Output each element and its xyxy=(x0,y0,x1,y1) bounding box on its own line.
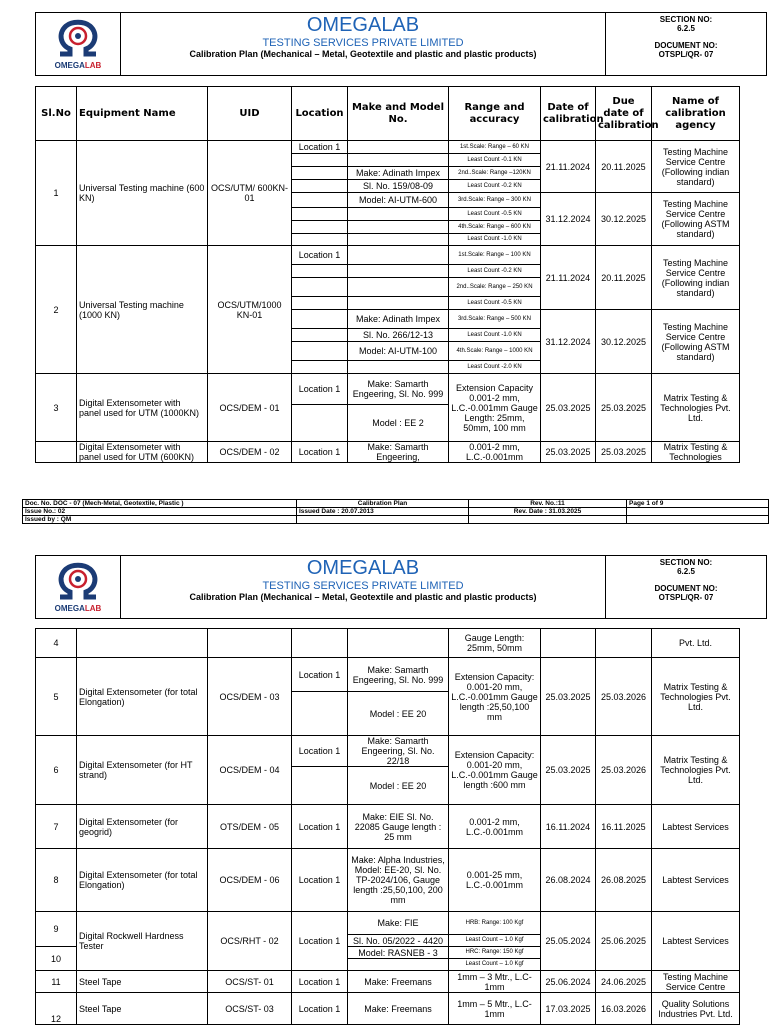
date-cell: 17.03.2025 xyxy=(541,993,596,1025)
range-cell: Least Count -0.5 KN xyxy=(449,297,541,310)
company-logo xyxy=(36,13,121,75)
equipment-cell: Universal Testing machine (600 KN) xyxy=(77,141,208,246)
location-cell: Location 1 xyxy=(292,246,348,265)
omega-logo-icon xyxy=(52,561,104,603)
uid-cell: OCS/ST- 01 xyxy=(208,971,292,993)
due-cell: 25.03.2026 xyxy=(596,658,652,736)
company-name: OMEGALAB xyxy=(306,14,420,36)
make-cell: Model : EE 20 xyxy=(348,692,449,736)
make-cell: Make: Samarth Engeering, Sl. No. 999 xyxy=(348,374,449,405)
range-cell: Least Count – 1.0 Kgf xyxy=(449,935,541,947)
document-header xyxy=(35,555,767,619)
table-row xyxy=(36,658,740,692)
equipment-cell: Digital Extensometer with panel used for UTM (1000KN) xyxy=(77,374,208,442)
document-ref-block xyxy=(606,556,766,618)
logo-wordmark: OMEGALAB xyxy=(54,61,102,70)
table-row xyxy=(36,141,740,154)
equipment-cell: Steel Tape xyxy=(77,971,208,993)
make-cell: Model : EE 20 xyxy=(348,767,449,805)
uid-cell: OCS/RHT - 02 xyxy=(208,912,292,971)
uid-cell: OTS/DEM - 05 xyxy=(208,805,292,849)
footer-plan: Calibration Plan xyxy=(297,500,469,508)
location-cell: Location 1 xyxy=(292,971,348,993)
header-row xyxy=(36,87,740,141)
range-cell: Least Count -0.1 KN xyxy=(449,154,541,167)
range-cell: Least Count -1.0 KN xyxy=(449,234,541,246)
footer-doc-no: Doc. No. DOC - 07 (Mech-Metal, Geotextile, Plastic ) xyxy=(23,500,297,508)
sl-cell: 4 xyxy=(36,629,77,658)
date-cell: 25.06.2024 xyxy=(541,971,596,993)
make-cell: Sl. No. 159/08-09 xyxy=(348,180,449,193)
equipment-cell: Digital Extensometer (for geogrid) xyxy=(77,805,208,849)
agency-cell: Testing Machine Service Centre (Following indian standard) xyxy=(652,246,740,310)
col-equipment: Equipment Name xyxy=(77,87,208,141)
company-name: OMEGALAB xyxy=(306,557,420,579)
make-cell: Sl. No. 266/12-13 xyxy=(348,329,449,342)
footer-issued-date: Issued Date : 20.07.2013 xyxy=(297,508,469,516)
make-cell: Make: Freemans xyxy=(348,971,449,993)
agency-cell: Matrix Testing & Technologies Pvt. Ltd. xyxy=(652,658,740,736)
sl-cell: 10 xyxy=(36,947,77,971)
sl-cell: 7 xyxy=(36,805,77,849)
range-cell: Least Count -0.5 KN xyxy=(449,208,541,221)
equipment-cell: Universal Testing machine (1000 KN) xyxy=(77,246,208,374)
range-cell: 0.001-25 mm, L.C.-0.001mm xyxy=(449,849,541,912)
document-value: OTSPL/QR- 07 xyxy=(658,50,714,59)
location-cell: Location 1 xyxy=(292,658,348,692)
range-cell: 3rd.Scale: Range – 300 KN xyxy=(449,193,541,208)
due-cell: 16.11.2025 xyxy=(596,805,652,849)
make-cell: Make: Freemans xyxy=(348,993,449,1025)
equipment-cell: Digital Rockwell Hardness Tester xyxy=(77,912,208,971)
date-cell: 21.11.2024 xyxy=(541,246,596,310)
make-cell: Model: AI-UTM-100 xyxy=(348,342,449,361)
footer-rev-no: Rev. No.:11 xyxy=(469,500,627,508)
sl-cell: 3 xyxy=(36,374,77,442)
plan-title: Calibration Plan (Mechanical – Metal, Geotextile and plastic and plastic products) xyxy=(189,592,537,602)
agency-cell: Labtest Services xyxy=(652,805,740,849)
agency-cell: Testing Machine Service Centre (Following indian standard) xyxy=(652,141,740,193)
make-cell: Sl. No. 05/2022 - 4420 xyxy=(348,935,449,947)
due-cell: 16.03.2026 xyxy=(596,993,652,1025)
uid-cell: OCS/DEM - 02 xyxy=(208,442,292,463)
calibration-table-page-2 xyxy=(35,628,740,1025)
range-cell: 3rd.Scale: Range – 500 KN xyxy=(449,310,541,329)
range-cell: 0.001-2 mm, L.C.-0.001mm xyxy=(449,805,541,849)
footer-issue-no: Issue No.: 02 xyxy=(23,508,297,516)
uid-cell: OCS/DEM - 04 xyxy=(208,736,292,805)
table-row xyxy=(36,993,740,1025)
range-cell: Gauge Length: 25mm, 50mm xyxy=(449,629,541,658)
make-cell: Make: FIE xyxy=(348,912,449,935)
sl-cell: 5 xyxy=(36,658,77,736)
range-cell: 4th.Scale: Range – 600 KN xyxy=(449,221,541,234)
col-make-model: Make and Model No. xyxy=(348,87,449,141)
date-cell: 16.11.2024 xyxy=(541,805,596,849)
make-cell: Make: Adinath Impex xyxy=(348,167,449,180)
agency-cell: Testing Machine Service Centre (Following ASTM standard) xyxy=(652,193,740,246)
logo-wordmark: OMEGALAB xyxy=(54,604,102,613)
range-cell: 1mm – 5 Mtr., L.C-1mm xyxy=(449,993,541,1025)
uid-cell: OCS/UTM/1000 KN-01 xyxy=(208,246,292,374)
due-cell: 20.11.2025 xyxy=(596,141,652,193)
equipment-cell: Digital Extensometer with panel used for UTM (600KN) xyxy=(77,442,208,463)
due-cell: 24.06.2025 xyxy=(596,971,652,993)
header-title-block xyxy=(121,13,606,75)
table-row xyxy=(36,849,740,912)
date-cell: 21.11.2024 xyxy=(541,141,596,193)
date-cell: 31.12.2024 xyxy=(541,193,596,246)
range-cell: Extension Capacity: 0.001-20 mm, L.C.-0.001mm Gauge length :600 mm xyxy=(449,736,541,805)
agency-cell: Testing Machine Service Centre (Following ASTM standard) xyxy=(652,310,740,374)
company-logo xyxy=(36,556,121,618)
company-subtitle: TESTING SERVICES PRIVATE LIMITED xyxy=(262,580,464,592)
document-label: DOCUMENT NO: xyxy=(654,584,718,593)
footer-page: Page 1 of 9 xyxy=(627,500,769,508)
col-slno: Sl.No xyxy=(36,87,77,141)
range-cell: Least Count -0.2 KN xyxy=(449,265,541,278)
sl-cell: 9 xyxy=(36,912,77,947)
sl-cell: 2 xyxy=(36,246,77,374)
due-cell: 20.11.2025 xyxy=(596,246,652,310)
due-cell: 25.03.2026 xyxy=(596,736,652,805)
location-cell: Location 1 xyxy=(292,736,348,767)
make-cell xyxy=(348,141,449,154)
equipment-cell: Steel Tape xyxy=(77,993,208,1025)
company-subtitle: TESTING SERVICES PRIVATE LIMITED xyxy=(262,37,464,49)
date-cell: 26.08.2024 xyxy=(541,849,596,912)
range-cell: 2nd..Scale: Range – 250 KN xyxy=(449,278,541,297)
col-range: Range and accuracy xyxy=(449,87,541,141)
col-agency: Name of calibration agency xyxy=(652,87,740,141)
table-row xyxy=(36,374,740,405)
location-cell: Location 1 xyxy=(292,141,348,154)
sl-cell: 11 xyxy=(36,971,77,993)
location-cell: Location 1 xyxy=(292,442,348,463)
date-cell: 31.12.2024 xyxy=(541,310,596,374)
due-cell: 25.03.2025 xyxy=(596,374,652,442)
date-cell: 25.03.2025 xyxy=(541,442,596,463)
date-cell: 25.05.2024 xyxy=(541,912,596,971)
range-cell: 0.001-2 mm, L.C.-0.001mm xyxy=(449,442,541,463)
date-cell: 25.03.2025 xyxy=(541,658,596,736)
range-cell: Least Count -1.0 KN xyxy=(449,329,541,342)
date-cell: 25.03.2025 xyxy=(541,374,596,442)
range-cell: HRB: Range: 100 Kgf xyxy=(449,912,541,935)
make-cell: Model: AI-UTM-600 xyxy=(348,193,449,208)
agency-cell: Testing Machine Service Centre xyxy=(652,971,740,993)
sl-cell: 1 xyxy=(36,141,77,246)
agency-cell: Quality Solutions Industries Pvt. Ltd. xyxy=(652,993,740,1025)
section-value: 6.2.5 xyxy=(677,567,695,576)
section-label: SECTION NO: xyxy=(659,558,713,567)
uid-cell: OCS/UTM/ 600KN-01 xyxy=(208,141,292,246)
make-cell: Make: EIE Sl. No. 22085 Gauge length : 25 mm xyxy=(348,805,449,849)
table-row xyxy=(36,971,740,993)
col-date-cal: Date of calibration xyxy=(541,87,596,141)
agency-cell: Labtest Services xyxy=(652,912,740,971)
equipment-cell: Digital Extensometer (for total Elongation) xyxy=(77,658,208,736)
agency-cell: Matrix Testing & Technologies xyxy=(652,442,740,463)
agency-cell: Labtest Services xyxy=(652,849,740,912)
due-cell: 25.03.2025 xyxy=(596,442,652,463)
location-cell: Location 1 xyxy=(292,849,348,912)
omega-logo-icon xyxy=(52,18,104,60)
header-title-block xyxy=(121,556,606,618)
range-cell: Extension Capacity: 0.001-20 mm, L.C.-0.001mm Gauge length :25,50,100 mm xyxy=(449,658,541,736)
range-cell: 4th.Scale: Range – 1000 KN xyxy=(449,342,541,361)
calibration-table-page-1 xyxy=(35,86,740,463)
uid-cell: OCS/ST- 03 xyxy=(208,993,292,1025)
make-cell: Make: Samarth Engeering, Sl. No. 22/18 xyxy=(348,736,449,767)
range-cell: 1st.Scale: Range – 60 KN xyxy=(449,141,541,154)
col-uid: UID xyxy=(208,87,292,141)
agency-cell: Pvt. Ltd. xyxy=(652,629,740,658)
table-row xyxy=(36,246,740,265)
make-cell: Make: Adinath Impex xyxy=(348,310,449,329)
document-value: OTSPL/QR- 07 xyxy=(658,593,714,602)
section-label: SECTION NO: xyxy=(659,15,713,24)
sl-cell: 12 xyxy=(36,993,77,1025)
due-cell: 30.12.2025 xyxy=(596,310,652,374)
document-ref-block xyxy=(606,13,766,75)
due-cell: 30.12.2025 xyxy=(596,193,652,246)
table-row xyxy=(36,736,740,767)
uid-cell: OCS/DEM - 06 xyxy=(208,849,292,912)
range-cell: Extension Capacity 0.001-2 mm, L.C.-0.001mm Gauge Length: 25mm, 50mm, 100 mm xyxy=(449,374,541,442)
equipment-cell: Digital Extensometer (for total Elongation) xyxy=(77,849,208,912)
uid-cell: OCS/DEM - 03 xyxy=(208,658,292,736)
make-cell: Make: Samarth Engeering, xyxy=(348,442,449,463)
location-cell: Location 1 xyxy=(292,912,348,971)
range-cell: Least Count -0.2 KN xyxy=(449,180,541,193)
location-cell: Location 1 xyxy=(292,805,348,849)
col-due-date: Due date of calibration xyxy=(596,87,652,141)
location-cell: Location 1 xyxy=(292,993,348,1025)
range-cell: HRC: Range: 150 Kgf xyxy=(449,947,541,959)
equipment-cell: Digital Extensometer (for HT strand) xyxy=(77,736,208,805)
footer-issued-by: Issued by : QM xyxy=(23,516,297,524)
range-cell: 1st.Scale: Range – 100 KN xyxy=(449,246,541,265)
agency-cell: Matrix Testing & Technologies Pvt. Ltd. xyxy=(652,736,740,805)
document-label: DOCUMENT NO: xyxy=(654,41,718,50)
section-value: 6.2.5 xyxy=(677,24,695,33)
due-cell: 25.06.2025 xyxy=(596,912,652,971)
sl-cell: 8 xyxy=(36,849,77,912)
due-cell: 26.08.2025 xyxy=(596,849,652,912)
make-cell: Make: Samarth Engeering, Sl. No. 999 xyxy=(348,658,449,692)
range-cell: Least Count -2.0 KN xyxy=(449,361,541,374)
range-cell: 1mm – 3 Mtr., L.C-1mm xyxy=(449,971,541,993)
uid-cell: OCS/DEM - 01 xyxy=(208,374,292,442)
agency-cell: Matrix Testing & Technologies Pvt. Ltd. xyxy=(652,374,740,442)
date-cell: 25.03.2025 xyxy=(541,736,596,805)
footer-rev-date: Rev. Date : 31.03.2025 xyxy=(469,508,627,516)
table-row xyxy=(36,629,740,658)
location-cell: Location 1 xyxy=(292,374,348,405)
table-row xyxy=(36,805,740,849)
plan-title: Calibration Plan (Mechanical – Metal, Geotextile and plastic and plastic products) xyxy=(189,49,537,59)
document-header xyxy=(35,12,767,76)
document-footer xyxy=(22,499,769,524)
table-row xyxy=(36,912,740,935)
col-location: Location xyxy=(292,87,348,141)
make-cell: Make: Alpha Industries, Model: EE-20, Sl. No. TP-2024/106, Gauge length :25,50,100, 200 mm xyxy=(348,849,449,912)
make-cell: Model : EE 2 xyxy=(348,405,449,442)
table-row xyxy=(36,442,740,463)
range-cell: Least Count – 1.0 Kgf xyxy=(449,959,541,971)
make-cell: Model: RASNEB - 3 xyxy=(348,947,449,959)
range-cell: 2nd..Scale: Range –120KN xyxy=(449,167,541,180)
sl-cell: 6 xyxy=(36,736,77,805)
